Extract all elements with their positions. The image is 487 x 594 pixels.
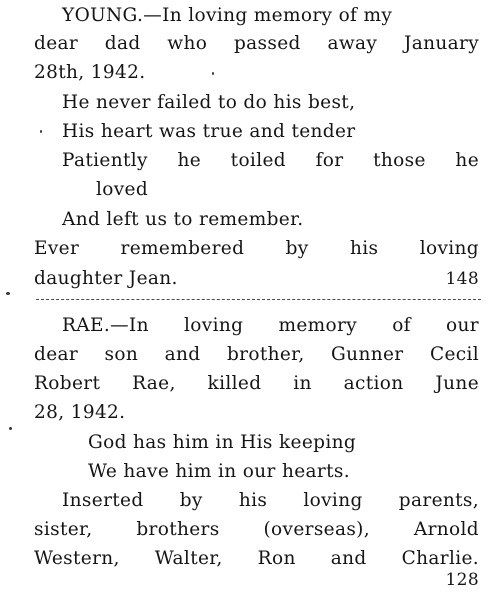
notice-text-line: Western, Walter, Ron and Charlie. — [34, 548, 479, 569]
print-speck — [9, 427, 12, 430]
print-speck — [6, 292, 10, 295]
verse-line: He never failed to do his best, — [62, 92, 356, 113]
notice-last-line — [34, 267, 479, 291]
print-speck — [212, 72, 214, 75]
notice-text-line: Robert Rae, killed in action June — [34, 373, 479, 394]
notice-text-line: Inserted by his loving parents, — [62, 490, 479, 511]
notice-heading: YOUNG.—In loving memory of my — [62, 5, 393, 26]
verse-line: We have him in our hearts. — [88, 461, 350, 482]
verse-line: loved — [96, 179, 149, 200]
notice-signature: daughter Jean. — [34, 268, 178, 289]
print-speck — [40, 130, 42, 133]
verse-line: And left us to remember. — [62, 209, 304, 230]
notice-date: 28, 1942. — [34, 402, 126, 423]
notice-ref-number: 128 — [445, 570, 479, 590]
notice-heading: RAE.—In loving memory of our — [62, 315, 479, 336]
verse-line: God has him in His keeping — [88, 432, 357, 453]
notice-divider — [36, 299, 481, 300]
notice-text-line: sister, brothers (overseas), Arnold — [34, 519, 479, 540]
notice-text-line: dear son and brother, Gunner Cecil — [34, 344, 479, 365]
verse-line: His heart was true and tender — [62, 121, 356, 142]
notice-date: 28th, 1942. — [34, 62, 146, 83]
notice-text-line: Ever remembered by his loving — [34, 238, 479, 259]
notice-ref-number: 148 — [445, 269, 479, 289]
verse-line: Patiently he toiled for those he — [62, 150, 479, 171]
notice-text-line: dear dad who passed away January — [34, 33, 479, 54]
